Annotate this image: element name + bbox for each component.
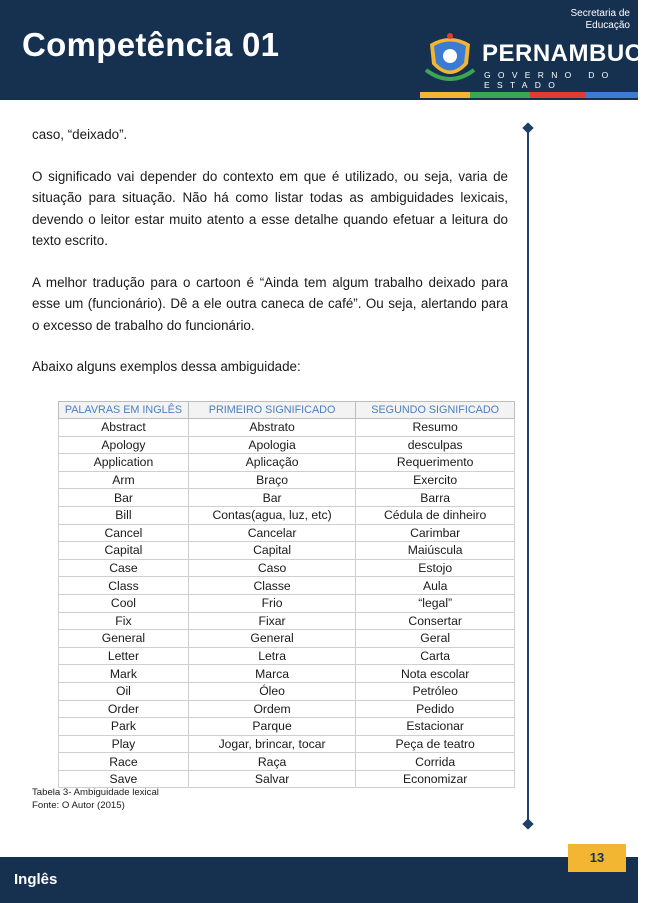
table-row	[59, 630, 515, 648]
governo-do-estado-label: GOVERNO DO ESTADO	[484, 70, 616, 90]
caption-title: Tabela 3- Ambiguidade lexical	[32, 787, 159, 798]
margin-rule	[527, 128, 529, 824]
cell-english-word: Cool	[59, 594, 189, 612]
table-row	[59, 506, 515, 524]
table-row	[59, 647, 515, 665]
cell-first-meaning: Contas(agua, luz, etc)	[188, 506, 355, 524]
cell-first-meaning: Frio	[188, 594, 355, 612]
cell-second-meaning: Estacionar	[356, 718, 515, 736]
table-row	[59, 735, 515, 753]
cell-second-meaning: Consertar	[356, 612, 515, 630]
stripe-green	[470, 92, 530, 98]
cell-english-word: Mark	[59, 665, 189, 683]
cell-first-meaning: Salvar	[188, 770, 355, 788]
cell-second-meaning: Resumo	[356, 419, 515, 437]
competencia-title: Competência 01	[22, 26, 280, 63]
cell-english-word: Oil	[59, 682, 189, 700]
cell-first-meaning: Apologia	[188, 436, 355, 454]
table-row	[59, 454, 515, 472]
cell-english-word: Abstract	[59, 419, 189, 437]
table-row	[59, 524, 515, 542]
cell-english-word: Race	[59, 753, 189, 771]
table-row	[59, 436, 515, 454]
cell-first-meaning: Capital	[188, 542, 355, 560]
cell-first-meaning: Aplicação	[188, 454, 355, 472]
table-row	[59, 700, 515, 718]
cell-first-meaning: General	[188, 630, 355, 648]
cell-english-word: Letter	[59, 647, 189, 665]
table-row	[59, 577, 515, 595]
table-row	[59, 753, 515, 771]
cell-english-word: Class	[59, 577, 189, 595]
body-text	[32, 124, 508, 398]
cell-first-meaning: Caso	[188, 559, 355, 577]
caption-source: Fonte: O Autor (2015)	[32, 800, 125, 811]
cell-english-word: Apology	[59, 436, 189, 454]
page-header	[0, 0, 662, 100]
cell-second-meaning: Requerimento	[356, 454, 515, 472]
cell-first-meaning: Cancelar	[188, 524, 355, 542]
column-header-second-meaning: SEGUNDO SIGNIFICADO	[356, 402, 515, 419]
paragraph: Abaixo alguns exemplos dessa ambiguidade:	[32, 359, 301, 374]
cell-english-word: Application	[59, 454, 189, 472]
cell-second-meaning: Carta	[356, 647, 515, 665]
cell-english-word: Capital	[59, 542, 189, 560]
cell-english-word: Order	[59, 700, 189, 718]
table-caption	[32, 786, 159, 812]
cell-second-meaning: Geral	[356, 630, 515, 648]
secretaria-line-1: Secretaria de	[570, 8, 630, 19]
cell-english-word: Save	[59, 770, 189, 788]
column-header-first-meaning: PRIMEIRO SIGNIFICADO	[188, 402, 355, 419]
margin-rule-top-dot	[522, 122, 533, 133]
cell-first-meaning: Ordem	[188, 700, 355, 718]
cell-first-meaning: Classe	[188, 577, 355, 595]
stripe-red	[530, 92, 585, 98]
margin-rule-bottom-dot	[522, 818, 533, 829]
cell-second-meaning: Exercito	[356, 471, 515, 489]
cell-english-word: Bill	[59, 506, 189, 524]
page-number-badge: 13	[568, 844, 626, 872]
paragraph: O significado vai depender do contexto em que é utilizado, ou seja, varia de situação para situação. Não há como listar todas as ambiguidades lexicais, devendo o leitor estar muito atento a esse detalhe quando efetuar a leitura do texto escrito.	[32, 168, 508, 248]
secretaria-label	[571, 8, 630, 32]
table-row	[59, 718, 515, 736]
cell-first-meaning: Marca	[188, 665, 355, 683]
cell-second-meaning: Carimbar	[356, 524, 515, 542]
cell-first-meaning: Bar	[188, 489, 355, 507]
cell-second-meaning: Estojo	[356, 559, 515, 577]
cell-english-word: Fix	[59, 612, 189, 630]
cell-english-word: Park	[59, 718, 189, 736]
pernambuco-brand: PERNAMBUCO	[482, 40, 662, 67]
cell-first-meaning: Jogar, brincar, tocar	[188, 735, 355, 753]
table-row	[59, 594, 515, 612]
cell-first-meaning: Raça	[188, 753, 355, 771]
cell-english-word: Arm	[59, 471, 189, 489]
cell-second-meaning: Barra	[356, 489, 515, 507]
cell-second-meaning: Corrida	[356, 753, 515, 771]
ambiguity-table	[58, 401, 515, 788]
cell-first-meaning: Braço	[188, 471, 355, 489]
cell-first-meaning: Fixar	[188, 612, 355, 630]
stripe-blue	[585, 92, 638, 98]
secretaria-line-2: Educação	[585, 20, 630, 31]
table-row	[59, 665, 515, 683]
stripe-yellow	[420, 92, 470, 98]
paragraph: caso, “deixado”.	[32, 127, 128, 142]
cell-english-word: Play	[59, 735, 189, 753]
table-header-row	[59, 402, 515, 419]
cell-english-word: Bar	[59, 489, 189, 507]
cell-first-meaning: Parque	[188, 718, 355, 736]
cell-english-word: Case	[59, 559, 189, 577]
cell-second-meaning: Peça de teatro	[356, 735, 515, 753]
cell-english-word: General	[59, 630, 189, 648]
cell-second-meaning: Nota escolar	[356, 665, 515, 683]
table-row	[59, 471, 515, 489]
cell-first-meaning: Abstrato	[188, 419, 355, 437]
cell-second-meaning: Aula	[356, 577, 515, 595]
cell-second-meaning: Pedido	[356, 700, 515, 718]
cell-english-word: Cancel	[59, 524, 189, 542]
cell-second-meaning: Economizar	[356, 770, 515, 788]
cell-first-meaning: Óleo	[188, 682, 355, 700]
cell-second-meaning: “legal”	[356, 594, 515, 612]
cell-second-meaning: desculpas	[356, 436, 515, 454]
table-row	[59, 682, 515, 700]
paragraph: A melhor tradução para o cartoon é “Ainda tem algum trabalho deixado para esse um (funcionário). Dê a ele outra caneca de café”. Ou seja, alertando para o excesso de trabalho do funcionário.	[32, 274, 508, 333]
table-row	[59, 612, 515, 630]
table-row	[59, 542, 515, 560]
page-footer	[0, 857, 638, 903]
table-row	[59, 419, 515, 437]
cell-second-meaning: Maiúscula	[356, 542, 515, 560]
column-header-english: PALAVRAS EM INGLÊS	[59, 402, 189, 419]
coat-of-arms-icon	[424, 30, 476, 86]
cell-second-meaning: Petróleo	[356, 682, 515, 700]
subject-label: Inglês	[14, 871, 58, 888]
table-row	[59, 489, 515, 507]
cell-first-meaning: Letra	[188, 647, 355, 665]
table-row	[59, 559, 515, 577]
cell-second-meaning: Cédula de dinheiro	[356, 506, 515, 524]
